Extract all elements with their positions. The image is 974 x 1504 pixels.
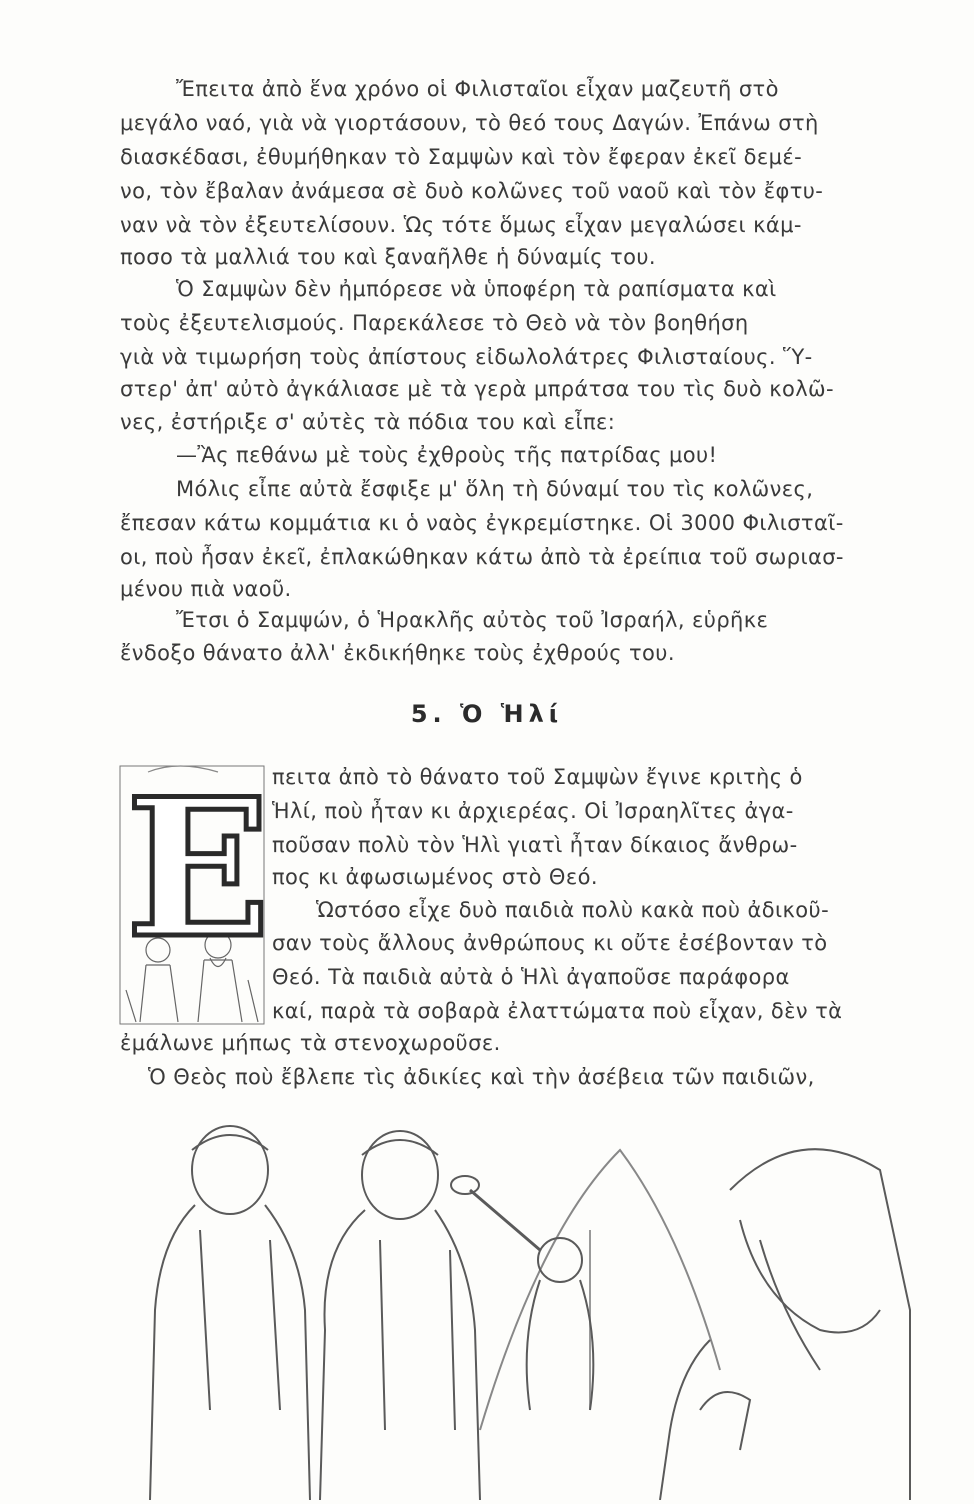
- text-line: ναν νὰ τὸν ἐξευτελίσουν. Ὡς τότε ὅμως εἶχαν μεγαλώσει κάμ-: [120, 213, 802, 237]
- text-line: καί, παρὰ τὰ σοβαρὰ ἐλαττώματα ποὺ εἶχαν, δὲν τὰ: [272, 999, 843, 1023]
- text-line: Ἡλί, ποὺ ἦταν κι ἀρχιερέας. Οἱ Ἰσραηλῖτες ἀγα-: [272, 799, 794, 823]
- text-line: Ἔπειτα ἀπὸ ἕνα χρόνο οἱ Φιλισταῖοι εἶχαν μαζευτῆ στὸ: [176, 77, 779, 101]
- text-line: ποσο τὰ μαλλιά του καὶ ξαναῆλθε ἡ δύναμίς του.: [120, 245, 656, 269]
- text-line: ἐμάλωνε μήπως τὰ στενοχωροῦσε.: [120, 1031, 501, 1055]
- text-line: Ἔτσι ὁ Σαμψών, ὁ Ἡρακλῆς αὐτὸς τοῦ Ἰσραήλ, εὑρῆκε: [176, 608, 769, 632]
- text-line: ποῦσαν πολὺ τὸν Ἡλὶ γιατὶ ἦταν δίκαιος ἄνθρω-: [272, 833, 798, 857]
- text-line: Θεό. Τὰ παιδιὰ αὐτὰ ὁ Ἡλὶ ἀγαποῦσε παράφορα: [272, 965, 790, 989]
- text-line: γιὰ νὰ τιμωρήση τοὺς ἀπίστους εἰδωλολάτρες Φιλισταίους. Ὕ-: [120, 345, 813, 369]
- text-line: οι, ποὺ ἦσαν ἐκεῖ, ἐπλακώθηκαν κάτω ἀπὸ τὰ ἐρείπια τοῦ σωριασ-: [120, 545, 844, 569]
- text-line: νο, τὸν ἔβαλαν ἀνάμεσα σὲ δυὸ κολῶνες τοῦ ναοῦ καὶ τὸν ἔφτυ-: [120, 179, 824, 203]
- drop-cap-letter: Ε: [125, 760, 268, 980]
- text-line: στερ' ἀπ' αὐτὸ ἀγκάλιασε μὲ τὰ γερὰ μπράτσα του τὶς δυὸ κολῶ-: [120, 377, 835, 401]
- text-line: ἔπεσαν κάτω κομμάτια κι ὁ ναὸς ἐγκρεμίστηκε. Οἱ 3000 Φιλισταῖ-: [120, 511, 844, 535]
- text-line: πος κι ἀφωσιωμένος στὸ Θεό.: [272, 865, 598, 889]
- text-line: μεγάλο ναό, γιὰ νὰ γιορτάσουν, τὸ θεό τους Δαγών. Ἐπάνω στὴ: [120, 111, 819, 135]
- quote-line: —Ἂς πεθάνω μὲ τοὺς ἐχθροὺς τῆς πατρίδας μου!: [176, 443, 718, 467]
- people-sketch-icon: [120, 1110, 920, 1500]
- text-line: τοὺς ἐξευτελισμούς. Παρεκάλεσε τὸ Θεὸ νὰ τὸν βοηθήση: [120, 311, 749, 335]
- text-line: ἔνδοξο θάνατο ἀλλ' ἐκδικήθηκε τοὺς ἐχθρούς του.: [120, 641, 675, 665]
- text-line: Ὁ Θεὸς ποὺ ἔβλεπε τὶς ἀδικίες καὶ τὴν ἀσέβεια τῶν παιδιῶν,: [148, 1065, 815, 1089]
- text-line: σαν τοὺς ἄλλους ἀνθρώπους κι οὔτε ἐσέβονταν τὸ: [272, 931, 828, 955]
- text-line: Μόλις εἶπε αὐτὰ ἔσφιξε μ' ὅλη τὴ δύναμί του τὶς κολῶνες,: [176, 477, 814, 501]
- text-line: νες, ἐστήριξε σ' αὐτὲς τὰ πόδια του καὶ εἶπε:: [120, 410, 616, 434]
- text-line: Ὡστόσο εἶχε δυὸ παιδιὰ πολὺ κακὰ ποὺ ἀδικοῦ-: [316, 898, 830, 922]
- chapter-heading: 5. Ὁ Ἡλί: [410, 700, 564, 728]
- text-line: πειτα ἀπὸ τὸ θάνατο τοῦ Σαμψὼν ἔγινε κριτὴς ὁ: [272, 765, 803, 789]
- text-line: διασκέδασι, ἐθυμήθηκαν τὸ Σαμψὼν καὶ τὸν ἔφεραν ἐκεῖ δεμέ-: [120, 145, 803, 169]
- text-line: Ὁ Σαμψὼν δὲν ἠμπόρεσε νὰ ὑποφέρη τὰ ραπίσματα καὶ: [176, 277, 777, 301]
- bottom-illustration: [120, 1110, 920, 1500]
- text-line: μένου πιὰ ναοῦ.: [120, 577, 292, 601]
